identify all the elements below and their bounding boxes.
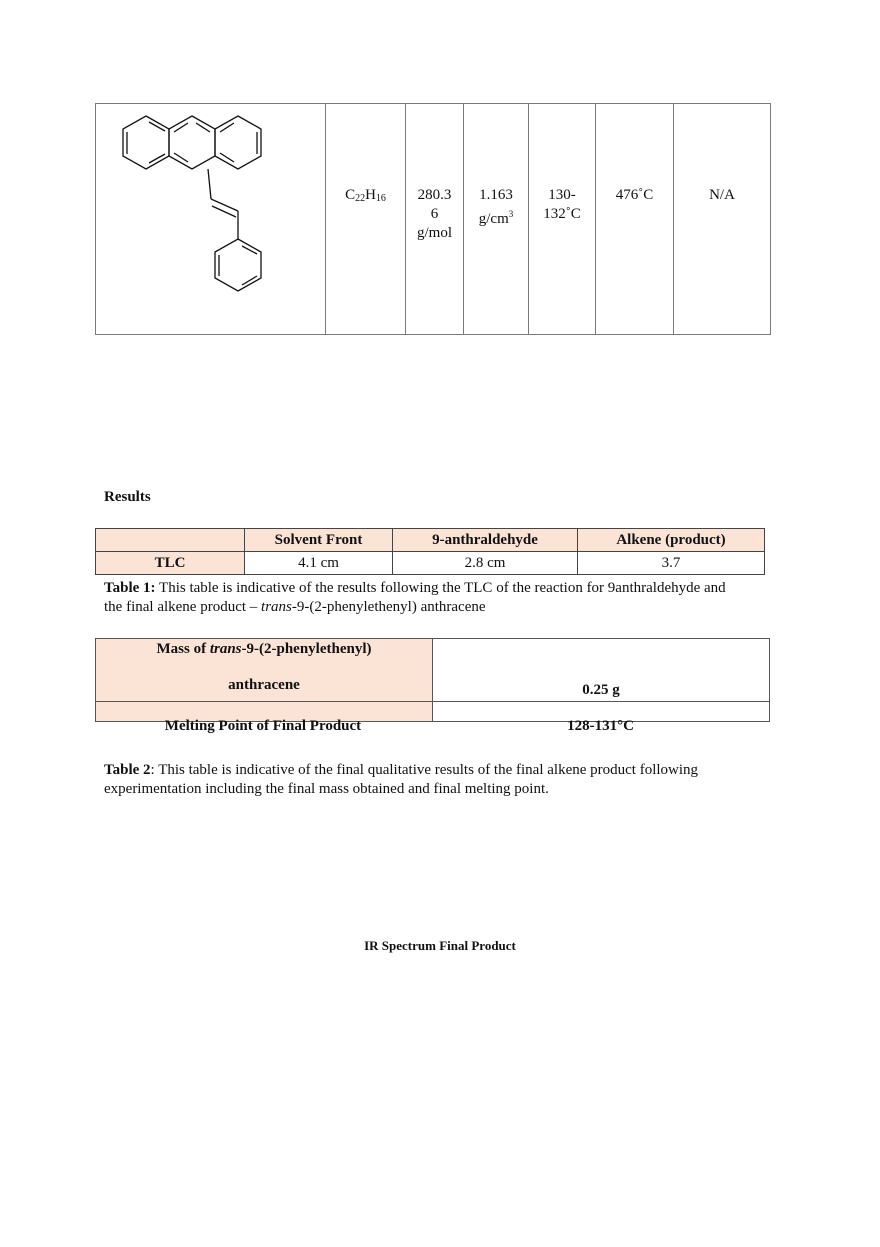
- melting-line2: 132˚C: [543, 206, 581, 222]
- tlc-row-label: TLC: [96, 552, 245, 575]
- molar-mass-line1: 280.3: [417, 187, 452, 203]
- mass-label-line2: anthracene: [228, 677, 300, 693]
- tlc-header-cell: 9-anthraldehyde: [393, 529, 578, 552]
- molecular-formula: $C_{22}H_{16}$: [345, 187, 386, 204]
- density-line2: $g/cm^3$: [478, 209, 514, 227]
- tlc-header-cell: [96, 529, 245, 552]
- mass-row: [96, 639, 770, 702]
- table2-caption: Table 2: This table is indicative of the final qualitative results of the final alkene product following experimentation including the final mass obtained and final melting point.: [104, 762, 699, 797]
- mass-label-cell: [96, 639, 433, 702]
- density-cell: [464, 104, 529, 335]
- melting-point-value: 128-131°C: [567, 718, 634, 734]
- density-line1: 1.163: [479, 187, 513, 203]
- melting-line1: 130-: [548, 187, 576, 203]
- tlc-cell: 4.1 cm: [245, 552, 393, 575]
- tlc-header-cell: Solvent Front: [245, 529, 393, 552]
- melting-point-cell: [529, 104, 596, 335]
- molar-mass-cell: [406, 104, 464, 335]
- mass-table: [95, 638, 770, 722]
- table1-caption: Table 1: This table is indicative of the results following the TLC of the reaction for 9anthraldehyde and the final alkene product – trans-9-(2-phenylethenyl) anthracene: [104, 580, 726, 615]
- properties-table: [95, 103, 771, 335]
- formula-cell: [326, 104, 406, 335]
- tlc-cell: 2.8 cm: [393, 552, 578, 575]
- mass-label-line1: Mass of trans-9-(2-phenylethenyl): [156, 641, 372, 657]
- tlc-cell: 3.7: [578, 552, 765, 575]
- tlc-table: [95, 528, 765, 575]
- tlc-data-row: [96, 552, 765, 575]
- boiling-point-cell: 476˚C: [596, 104, 674, 335]
- molar-mass-line3: g/mol: [416, 225, 452, 241]
- results-heading: Results: [104, 489, 151, 505]
- mass-value-cell: 0.25 g: [433, 639, 770, 702]
- tlc-header-row: [96, 529, 765, 552]
- molar-mass-line2: 6: [430, 206, 439, 222]
- trans-9-styrylanthracene-structure: [96, 104, 326, 328]
- ir-spectrum-title: IR Spectrum Final Product: [364, 938, 516, 953]
- tlc-header-cell: Alkene (product): [578, 529, 765, 552]
- melting-point-label: Melting Point of Final Product: [164, 718, 362, 734]
- structure-cell: [96, 104, 326, 335]
- hazard-cell: [674, 104, 771, 335]
- hazard-value: N/A: [709, 187, 735, 203]
